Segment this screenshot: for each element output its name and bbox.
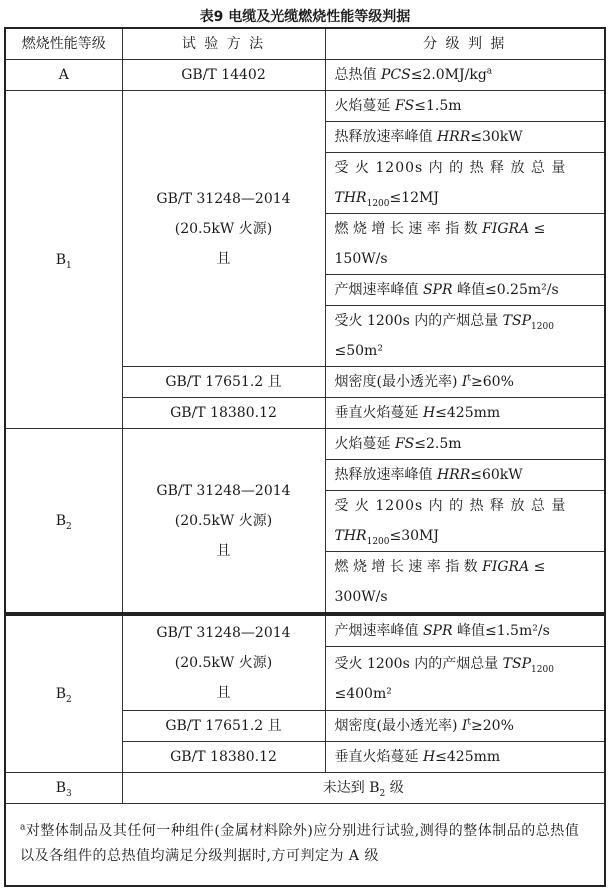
method-b2-gbt31248-part2: GB/T 31248—2014 (20.5kW 火源) 且 [122,615,325,711]
criteria-table-part2 [4,614,606,887]
criteria-b1-fs: 火焰蔓延 FS≤1.5m [325,91,605,122]
method-b1-gbt31248: GB/T 31248—2014 (20.5kW 火源) 且 [122,91,325,367]
criteria-b1-hrr: 热释放速率峰值 HRR≤30kW [325,122,605,153]
method-a: GB/T 14402 [122,60,325,91]
criteria-a: 总热值 $PCS\le 2.0MJ/kg^a$ [325,60,605,91]
footnote-text: 对整体制品及其任何一种组件(金属材料除外)应分别进行试验,测得的整体制品的总热值以及各组件的总热值均满足分级判据时,方可判定为 A 级 [20,823,580,865]
criteria-b1-spr: 产烟速率峰值 SPR 峰值≤0.25m²/s [325,275,605,306]
criteria-b2-vertical: 垂直火焰蔓延 H≤425mm [325,742,605,773]
method-b1-gbt17651: GB/T 17651.2 且 [122,367,325,398]
grade-b2-part1: $B_2$ [5,429,122,614]
table-row-b2-fs [5,429,605,460]
method-b2-gbt31248-part1: GB/T 31248—2014 (20.5kW 火源) 且 [122,429,325,614]
criteria-b2-tsp: 受火 1200s 内的产烟总量 $TSP_{1200}$ ≤400m² [325,647,605,711]
grade-a: A [5,60,122,91]
table-row-footnote [5,804,605,886]
grade-b1: $B_1$ [5,91,122,429]
method-b2-gbt17651: GB/T 17651.2 且 [122,711,325,742]
criteria-b2-hrr: 热释放速率峰值 HRR≤60kW [325,460,605,491]
criteria-b1-figra: 燃 烧 增 长 速 率 指 数 FIGRA ≤ 150W/s [325,214,605,275]
method-b2-gbt18380: GB/T 18380.12 [122,742,325,773]
criteria-b2-smoke: 烟密度(最小透光率) $I^t\ge 20\%$ [325,711,605,742]
header-method: 试 验 方 法 [122,28,325,60]
criteria-b2-fs: 火焰蔓延 FS≤2.5m [325,429,605,460]
grade-b3: $B_3$ [5,773,122,804]
footnote-mark: a [20,822,26,833]
criteria-b2-figra: 燃 烧 增 长 速 率 指 数 FIGRA ≤ 300W/s [325,552,605,614]
header-grade: 燃烧性能等级 [5,28,122,60]
grade-b2-part2: $B_2$ [5,615,122,773]
method-b1-gbt18380: GB/T 18380.12 [122,398,325,429]
header-criteria: 分 级 判 据 [325,28,605,60]
criteria-b2-spr: 产烟速率峰值 SPR 峰值≤1.5m²/s [325,615,605,647]
criteria-b2-thr: 受 火 1200s 内 的 热 释 放 总 量 $THR_{1200}\le 30MJ$ [325,491,605,552]
table-header-row [5,28,605,60]
criteria-b1-tsp: 受火 1200s 内的产烟总量 $TSP_{1200}$ ≤50m² [325,306,605,367]
table-row-b2-spr [5,615,605,647]
criteria-b3: 未达到 $B_2$ 级 [122,773,605,804]
criteria-table-part1 [4,27,606,614]
criteria-b1-thr: 受 火 1200s 内 的 热 释 放 总 量 $THR_{1200}\le 12MJ$ [325,153,605,214]
table-row-a [5,60,605,91]
criteria-b1-vertical: 垂直火焰蔓延 H≤425mm [325,398,605,429]
criteria-b1-smoke: 烟密度(最小透光率) $I^t\ge 60\%$ [325,367,605,398]
footnote [5,804,605,886]
table-caption: 表9 电缆及光缆燃烧性能等级判据 [199,9,411,25]
table-row-b3 [5,773,605,804]
table-row-b1-fs [5,91,605,122]
